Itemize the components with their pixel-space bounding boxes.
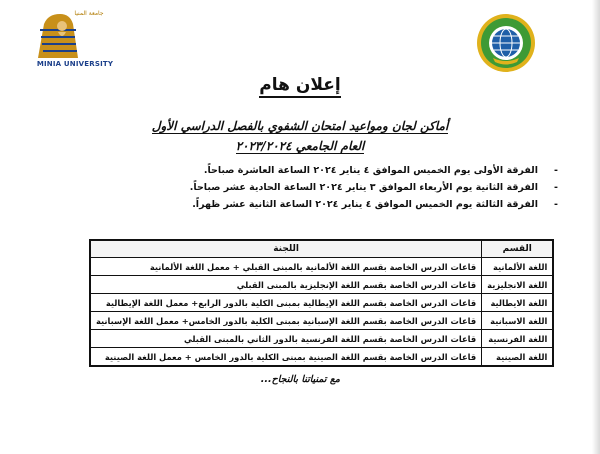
closing-wishes: مع تمنياتنا بالنجاح... — [260, 374, 340, 385]
venue-cell: قاعات الدرس الخاصة بقسم اللغة الإسبانية بمبنى الكلية بالدور الخامس+ معمل اللغة الإسبانية — [90, 312, 482, 330]
venue-cell: قاعات الدرس الخاصة بقسم اللغة الألمانية بالمبنى القبلي + معمل اللغة الألمانية — [90, 258, 482, 276]
department-cell: اللغة الصينية — [482, 348, 554, 367]
list-item: - الفرقة الثالثة يوم الخميس الموافق ٤ يناير ٢٠٢٤ الساعة الثانية عشر ظهراً. — [150, 196, 560, 213]
list-item: - الفرقة الأولى يوم الخميس الموافق ٤ يناير ٢٠٢٤ الساعة العاشرة صباحاً. — [150, 162, 560, 179]
table-row — [90, 312, 553, 330]
bullet-marker: - — [554, 165, 558, 176]
table-row — [90, 258, 553, 276]
table-row — [90, 276, 553, 294]
header-venue: اللجنة — [90, 240, 482, 258]
bullet-marker: - — [554, 199, 558, 210]
table-row — [90, 330, 553, 348]
department-cell: اللغة الاسبانية — [482, 312, 554, 330]
page-edge-shadow — [592, 0, 600, 454]
exam-subtitle-line1: أماكن لجان ومواعيد امتحان الشفوي بالفصل الدراسي الأول — [151, 119, 449, 133]
table-row — [90, 348, 553, 367]
globe-seal-icon — [473, 12, 539, 74]
department-cell: اللغة الايطالية — [482, 294, 554, 312]
venue-cell: قاعات الدرس الخاصة بقسم اللغة الإيطالية بمبنى الكلية بالدور الرابع+ معمل اللغة الإيطالية — [90, 294, 482, 312]
venue-cell: قاعات الدرس الخاصة بقسم اللغة الإنجليزية بالمبنى القبلي — [90, 276, 482, 294]
schedule-list — [150, 162, 560, 213]
table-header-row — [90, 240, 553, 258]
venue-cell: قاعات الدرس الخاصة بقسم اللغة الصينية بمبنى الكلية بالدور الخامس + معمل اللغة الصينية — [90, 348, 482, 367]
minia-university-logo — [30, 10, 120, 72]
exam-subtitle-line2: العام الجامعي ٢٠٢٣/٢٠٢٤ — [235, 139, 365, 153]
exam-venues-table — [89, 239, 554, 367]
university-name-arabic: جامعة المنيا — [74, 10, 104, 17]
faculty-seal-logo — [473, 12, 539, 74]
venue-cell: قاعات الدرس الخاصة بقسم اللغة الفرنسية بالدور الثاني بالمبنى القبلي — [90, 330, 482, 348]
list-item: - الفرقة الثانية يوم الأربعاء الموافق ٣ يناير ٢٠٢٤ الساعة الحادية عشر صباحاً. — [150, 179, 560, 196]
page-title: إعلان هام — [0, 75, 600, 95]
university-name-english: MINIA UNIVERSITY — [36, 60, 114, 68]
pharaoh-head-icon — [30, 10, 120, 62]
header-department: القسم — [482, 240, 554, 258]
bullet-marker: - — [554, 182, 558, 193]
table-row — [90, 294, 553, 312]
department-cell: اللغة الألمانية — [482, 258, 554, 276]
department-cell: اللغة الانجليزية — [482, 276, 554, 294]
department-cell: اللغة الفرنسية — [482, 330, 554, 348]
